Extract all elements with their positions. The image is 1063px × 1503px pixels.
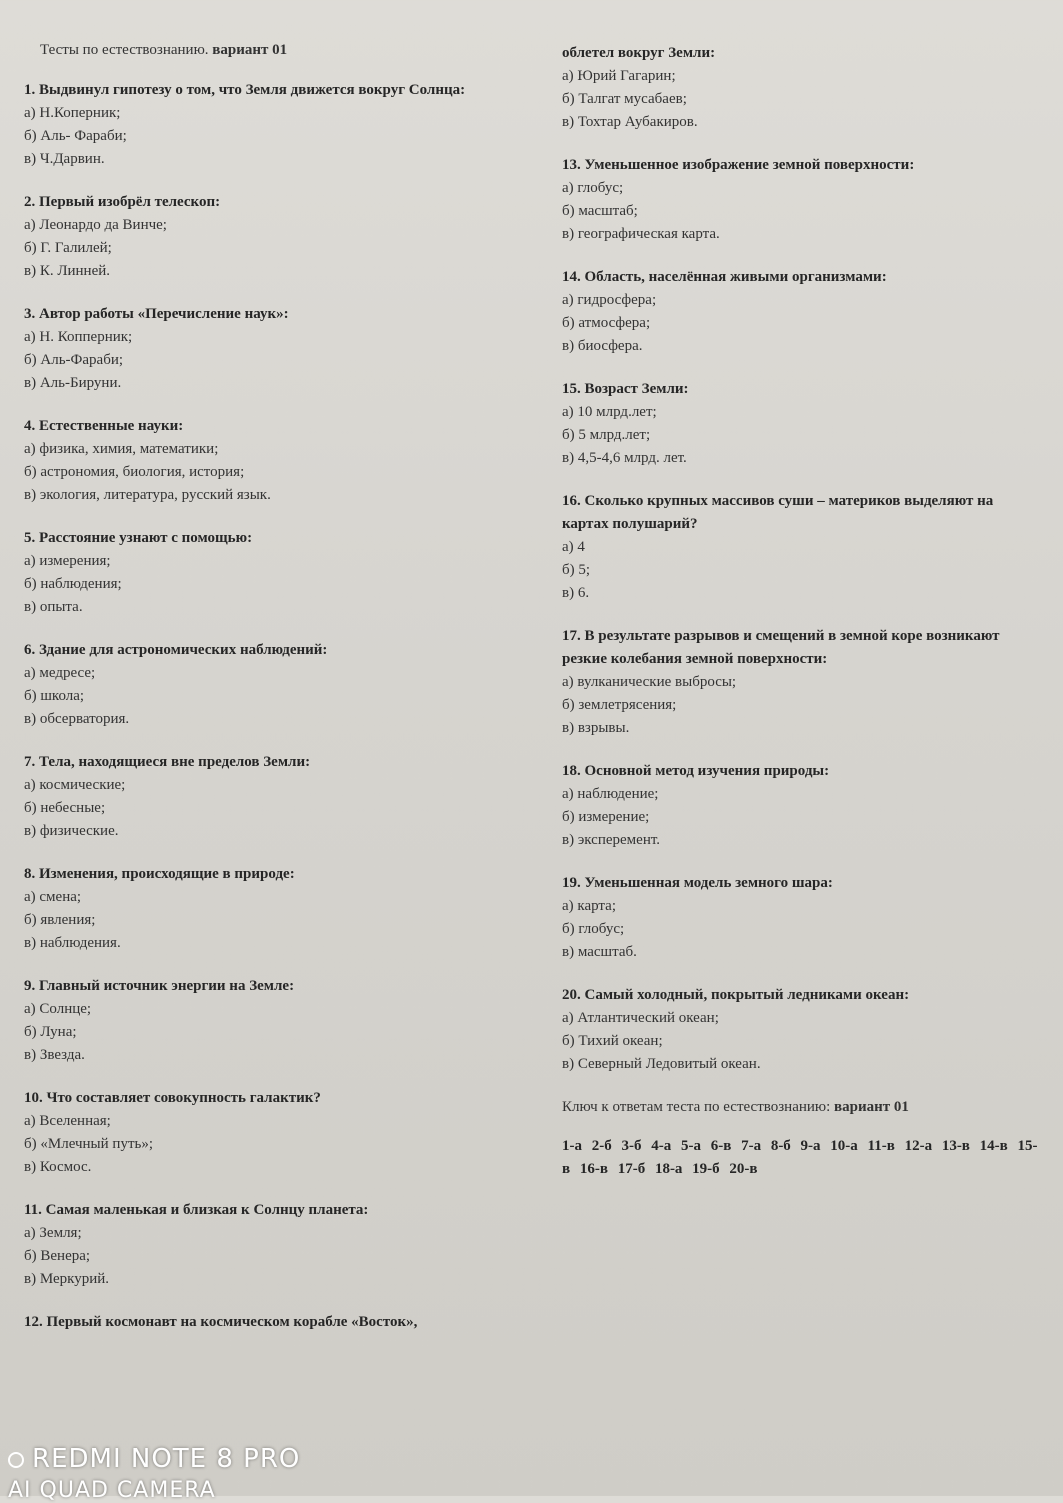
question — [24, 415, 544, 507]
option: б) небесные; — [24, 800, 106, 816]
question-text: 11. Самая маленькая и близкая к Солнцу планета: — [24, 1202, 369, 1218]
option: а) измерения; — [24, 553, 111, 569]
question — [24, 639, 544, 731]
option: в) наблюдения. — [24, 935, 121, 951]
question-12-continuation-text: облетел вокруг Земли: — [562, 45, 716, 61]
question-text: 5. Расстояние узнают с помощью: — [24, 530, 253, 546]
question-text: 20. Самый холодный, покрытый ледниками океан: — [562, 987, 910, 1003]
question — [562, 760, 1042, 852]
question — [562, 872, 1042, 964]
option: б) Луна; — [24, 1024, 77, 1040]
question-text: 15. Возраст Земли: — [562, 381, 689, 397]
option: а) Солнце; — [24, 1001, 92, 1017]
option: а) физика, химия, математики; — [24, 441, 219, 457]
option: б) 5; — [562, 562, 591, 578]
camera-watermark — [8, 1444, 300, 1503]
left-question-list — [24, 79, 544, 1334]
option: а) 4 — [562, 539, 585, 555]
option: б) масштаб; — [562, 203, 638, 219]
option: в) Меркурий. — [24, 1271, 110, 1287]
option: в) обсерватория. — [24, 711, 130, 727]
option: б) наблюдения; — [24, 576, 122, 592]
option: а) космические; — [24, 777, 126, 793]
question — [24, 527, 544, 619]
option: в) опыта. — [24, 599, 83, 615]
option: в) Космос. — [24, 1159, 92, 1175]
option: в) взрывы. — [562, 720, 630, 736]
option: в) физические. — [24, 823, 119, 839]
option: в) Ч.Дарвин. — [24, 151, 105, 167]
question — [24, 1199, 544, 1291]
option: а) вулканические выбросы; — [562, 674, 737, 690]
option: в) географическая карта. — [562, 226, 720, 242]
answer-key-title — [562, 1096, 1042, 1119]
answer-key-list: 1-а 2-б 3-б 4-а 5-а 6-в 7-а 8-б 9-а 10-а 11-в 12-а 13-в 14-в 15-в 16-в 17-б 18-а 19-б 20-в — [562, 1138, 1038, 1177]
option: б) школа; — [24, 688, 85, 704]
question — [24, 1311, 544, 1334]
question — [24, 303, 544, 395]
question — [24, 1087, 544, 1179]
question — [24, 751, 544, 843]
question-text: 3. Автор работы «Перечисление наук»: — [24, 306, 289, 322]
option: а) Н.Коперник; — [24, 105, 121, 121]
option: в) 4,5-4,6 млрд. лет. — [562, 450, 687, 466]
page-title-variant: вариант 01 — [212, 42, 288, 58]
option: а) Вселенная; — [24, 1113, 111, 1129]
option: б) Г. Галилей; — [24, 240, 112, 256]
option: б) астрономия, биология, история; — [24, 464, 245, 480]
right-column — [562, 42, 1042, 1181]
question-text: 19. Уменьшенная модель земного шара: — [562, 875, 833, 891]
option: в) экология, литература, русский язык. — [24, 487, 271, 503]
option: в) Северный Ледовитый океан. — [562, 1056, 761, 1072]
option: а) 10 млрд.лет; — [562, 404, 657, 420]
question-text: 7. Тела, находящиеся вне пределов Земли: — [24, 754, 311, 770]
option: а) глобус; — [562, 180, 624, 196]
option: в) К. Линней. — [24, 263, 111, 279]
question-text: 17. В результате разрывов и смещений в земной коре возникают резкие колебания земной поверхности: — [562, 628, 1000, 667]
question — [24, 79, 544, 171]
question — [24, 975, 544, 1067]
option: в) масштаб. — [562, 944, 637, 960]
question — [562, 378, 1042, 470]
answer-key-variant: вариант 01 — [834, 1099, 909, 1115]
option: а) Юрий Гагарин; — [562, 68, 676, 84]
camera-lens-icon — [8, 1452, 24, 1468]
question-text: 4. Естественные науки: — [24, 418, 184, 434]
page-title — [40, 42, 544, 59]
question — [24, 863, 544, 955]
question — [562, 984, 1042, 1076]
question-text: 10. Что составляет совокупность галактик? — [24, 1090, 321, 1106]
option: а) Н. Копперник; — [24, 329, 133, 345]
question — [562, 154, 1042, 246]
option: б) измерение; — [562, 809, 650, 825]
question — [562, 266, 1042, 358]
option: б) Тихий океан; — [562, 1033, 663, 1049]
option: в) Тохтар Аубакиров. — [562, 114, 698, 130]
option: в) Аль-Бируни. — [24, 375, 122, 391]
option: б) «Млечный путь»; — [24, 1136, 154, 1152]
watermark-line1: REDMI NOTE 8 PRO — [32, 1444, 301, 1474]
question-text: 12. Первый космонавт на космическом корабле «Восток», — [24, 1314, 418, 1330]
question-text: 18. Основной метод изучения природы: — [562, 763, 830, 779]
option: в) Звезда. — [24, 1047, 85, 1063]
question-text: 1. Выдвинул гипотезу о том, что Земля движется вокруг Солнца: — [24, 82, 466, 98]
option: а) смена; — [24, 889, 82, 905]
answer-key-title-text: Ключ к ответам теста по естествознанию: — [562, 1099, 831, 1115]
right-question-list — [562, 154, 1042, 1076]
question-12-continuation — [562, 42, 1042, 134]
question-text: 6. Здание для астрономических наблюдений: — [24, 642, 328, 658]
left-column — [24, 42, 544, 1354]
option: а) наблюдение; — [562, 786, 659, 802]
question-text: 2. Первый изобрёл телескоп: — [24, 194, 221, 210]
question-text: 16. Сколько крупных массивов суши – материков выделяют на картах полушарий? — [562, 493, 994, 532]
question — [562, 625, 1042, 740]
question — [562, 490, 1042, 605]
option: а) медресе; — [24, 665, 96, 681]
option: в) эксперемент. — [562, 832, 661, 848]
option: б) Аль- Фараби; — [24, 128, 127, 144]
option: в) 6. — [562, 585, 590, 601]
question-text: 9. Главный источник энергии на Земле: — [24, 978, 295, 994]
option: б) явления; — [24, 912, 96, 928]
option: а) карта; — [562, 898, 616, 914]
page-title-text: Тесты по естествознанию. — [40, 42, 209, 58]
question-text: 8. Изменения, происходящие в природе: — [24, 866, 295, 882]
option: б) Талгат мусабаев; — [562, 91, 687, 107]
watermark-line2: AI QUAD CAMERA — [8, 1478, 216, 1503]
question-text: 13. Уменьшенное изображение земной поверхности: — [562, 157, 915, 173]
option: б) землетрясения; — [562, 697, 677, 713]
option: а) гидросфера; — [562, 292, 657, 308]
question — [24, 191, 544, 283]
question-text: 14. Область, населённая живыми организмами: — [562, 269, 887, 285]
option: б) 5 млрд.лет; — [562, 427, 651, 443]
option: а) Атлантический океан; — [562, 1010, 719, 1026]
option: б) атмосфера; — [562, 315, 651, 331]
option: а) Леонардо да Винче; — [24, 217, 167, 233]
option: б) Аль-Фараби; — [24, 352, 124, 368]
option: в) биосфера. — [562, 338, 643, 354]
option: а) Земля; — [24, 1225, 82, 1241]
option: б) Венера; — [24, 1248, 91, 1264]
option: б) глобус; — [562, 921, 625, 937]
